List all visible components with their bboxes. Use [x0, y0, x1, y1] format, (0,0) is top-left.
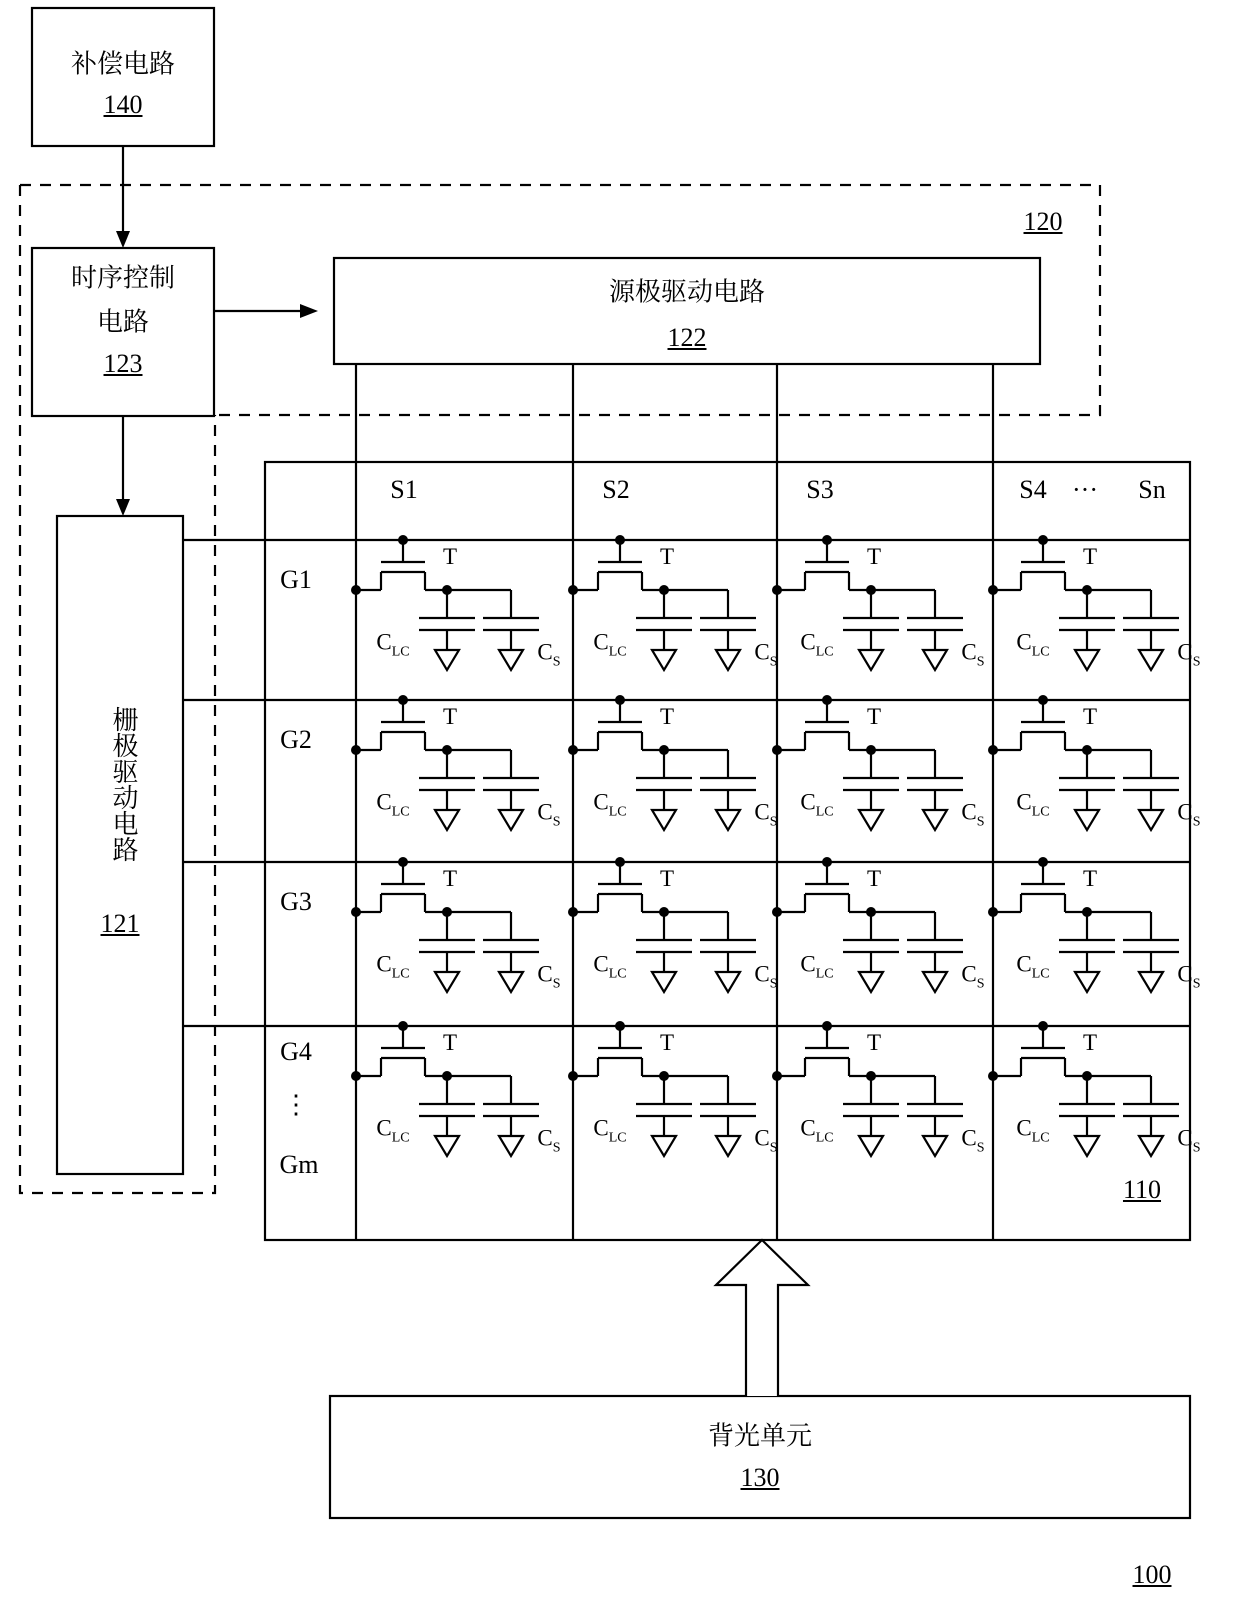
transistor-label: T: [442, 544, 458, 569]
transistor-label: T: [442, 1030, 458, 1055]
row-label-g1: G1: [280, 565, 312, 594]
column-label-sn: Sn: [1138, 475, 1166, 504]
cap-s-label: $C_S$: [1177, 799, 1201, 830]
cap-s-label: $C_S$: [1177, 1125, 1201, 1156]
timing-label-line2: 电路: [96, 307, 150, 337]
gate-driver-label: 栅极驱动电路: [109, 706, 138, 862]
column-label-s1: S1: [390, 475, 418, 504]
backlight-label: 背光单元: [707, 1421, 813, 1451]
gate-driver-ref: 121: [100, 909, 140, 938]
row-label-gm: Gm: [279, 1150, 319, 1179]
column-label-s3: S3: [806, 475, 834, 504]
transistor-label: T: [442, 704, 458, 729]
panel-ref: 110: [1122, 1175, 1162, 1204]
cap-s-label: $C_S$: [754, 639, 778, 670]
column-label-s4: S4: [1019, 475, 1047, 504]
row-ellipsis: ⋮: [283, 1090, 309, 1119]
compensation-ref: 140: [103, 90, 143, 119]
column-label-s2: S2: [602, 475, 630, 504]
cap-lc-label: $C_{LC}$: [800, 789, 834, 820]
timing-ref: 123: [103, 349, 143, 378]
cap-s-label: $C_S$: [537, 639, 561, 670]
cap-lc-label: $C_{LC}$: [1016, 789, 1050, 820]
backlight-outline: [330, 1396, 1190, 1518]
cap-s-label: $C_S$: [754, 799, 778, 830]
row-label-g4: G4: [280, 1037, 312, 1066]
transistor-label: T: [1082, 866, 1098, 891]
cap-s-label: $C_S$: [961, 799, 985, 830]
timing-label-line1: 时序控制: [70, 263, 176, 293]
cap-s-label: $C_S$: [961, 961, 985, 992]
figure-number: 100: [1132, 1560, 1172, 1589]
transistor-label: T: [866, 544, 882, 569]
transistor-label: T: [442, 866, 458, 891]
cap-s-label: $C_S$: [754, 961, 778, 992]
cap-s-label: $C_S$: [1177, 961, 1201, 992]
transistor-label: T: [659, 704, 675, 729]
cap-lc-label: $C_{LC}$: [593, 951, 627, 982]
cap-lc-label: $C_{LC}$: [376, 951, 410, 982]
cap-s-label: $C_S$: [537, 1125, 561, 1156]
compensation-label: 补偿电路: [70, 49, 176, 79]
cap-s-label: $C_S$: [961, 639, 985, 670]
cap-s-label: $C_S$: [1177, 639, 1201, 670]
transistor-label: T: [659, 1030, 675, 1055]
cap-lc-label: $C_{LC}$: [593, 1115, 627, 1146]
transistor-label: T: [659, 866, 675, 891]
cap-lc-label: $C_{LC}$: [593, 629, 627, 660]
cap-lc-label: $C_{LC}$: [1016, 629, 1050, 660]
transistor-label: T: [866, 1030, 882, 1055]
cap-lc-label: $C_{LC}$: [1016, 1115, 1050, 1146]
transistor-label: T: [1082, 704, 1098, 729]
source-driver-label: 源极驱动电路: [608, 277, 766, 307]
source-driver-ref: 122: [667, 323, 707, 352]
transistor-label: T: [866, 704, 882, 729]
transistor-label: T: [1082, 1030, 1098, 1055]
cap-lc-label: $C_{LC}$: [1016, 951, 1050, 982]
cap-lc-label: $C_{LC}$: [800, 1115, 834, 1146]
cap-lc-label: $C_{LC}$: [800, 951, 834, 982]
cap-lc-label: $C_{LC}$: [376, 789, 410, 820]
backlight-ref: 130: [740, 1463, 780, 1492]
column-ellipsis: ···: [1072, 475, 1098, 504]
transistor-label: T: [659, 544, 675, 569]
cap-s-label: $C_S$: [537, 799, 561, 830]
cap-s-label: $C_S$: [537, 961, 561, 992]
row-label-g2: G2: [280, 725, 312, 754]
pixel-cell-array: [351, 535, 1179, 1156]
cap-lc-label: $C_{LC}$: [376, 1115, 410, 1146]
cap-lc-label: $C_{LC}$: [593, 789, 627, 820]
group-120-dashed-top: [20, 185, 1100, 415]
cap-lc-label: $C_{LC}$: [376, 629, 410, 660]
cap-lc-label: $C_{LC}$: [800, 629, 834, 660]
row-label-g3: G3: [280, 887, 312, 916]
transistor-label: T: [1082, 544, 1098, 569]
group-120-ref: 120: [1023, 207, 1063, 236]
transistor-label: T: [866, 866, 882, 891]
cap-s-label: $C_S$: [754, 1125, 778, 1156]
cap-s-label: $C_S$: [961, 1125, 985, 1156]
